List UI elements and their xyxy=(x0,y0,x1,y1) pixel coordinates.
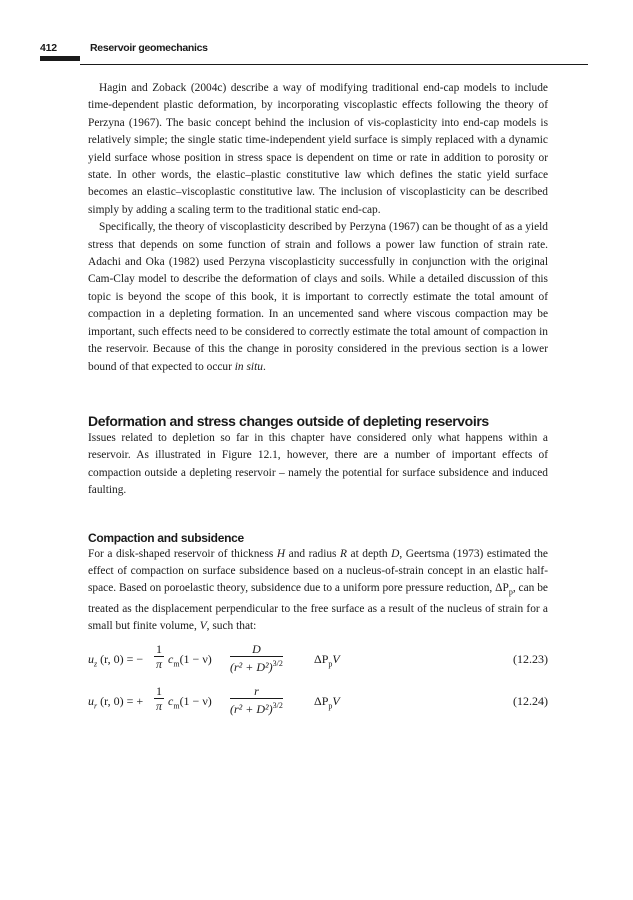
geertsma-text-d: , Geertsma (1973) estimated the effect of compaction on surface subsidence based on a nucleus-of-strain concept in an elastic half-space. Based on poroelastic theory, subsidence due to a uniform pore pressure reduction, ΔP xyxy=(88,547,548,595)
eq1-frac2-den: (r² + D²) xyxy=(230,659,273,674)
geertsma-text-c: at depth xyxy=(347,547,392,560)
eq2-u: u xyxy=(88,693,94,708)
eq2-c: c xyxy=(168,693,174,708)
eq1-frac2-num: D xyxy=(230,642,283,657)
eq2-c-sub: m xyxy=(173,701,180,711)
subsection-heading: Compaction and subsidence xyxy=(88,530,244,545)
eq1-u-sub: z xyxy=(94,659,98,669)
eq1-c-sub: m xyxy=(173,659,180,669)
geertsma-text-a: For a disk-shaped reservoir of thickness xyxy=(88,547,277,560)
eq2-frac-main xyxy=(230,684,283,716)
eq2-u-sub: r xyxy=(94,701,98,711)
eq1-c: c xyxy=(168,651,174,666)
eq1-frac1-num: 1 xyxy=(156,641,162,656)
geertsma-text-e: , can be treated as the displacement perpendicular to the free surface as a result of the nucleus of strain for a small but finite volume, xyxy=(88,582,548,633)
symbol-R: R xyxy=(340,547,347,560)
paragraph-depletion-issues: Issues related to depletion so far in this chapter have considered only what happens within a reservoir. As illustrated in Figure 12.1, however, there are a number of important effects of compaction outside a depleting reservoir – namely the potential for surface subsidence and induced faulting. xyxy=(88,431,548,497)
page-body xyxy=(88,80,548,720)
eq1-args: (r, 0) = − xyxy=(97,651,144,666)
header-rule xyxy=(80,64,588,65)
header-bar xyxy=(40,56,80,61)
symbol-H: H xyxy=(276,547,286,560)
eq1-dp: ΔP xyxy=(314,651,329,666)
eq2-lhs xyxy=(88,694,143,710)
page-header xyxy=(40,42,550,64)
running-title: Reservoir geomechanics xyxy=(90,42,208,54)
eq1-u: u xyxy=(88,651,94,666)
eq2-frac-one-over-pi xyxy=(154,684,164,713)
page-number: 412 xyxy=(40,42,57,54)
symbol-D: D xyxy=(391,547,400,560)
equation-number-12-24: (12.24) xyxy=(513,693,548,708)
in-situ-italic: in situ xyxy=(234,360,263,373)
eq2-dp: ΔP xyxy=(314,693,329,708)
eq1-frac2-den-wrap xyxy=(230,657,283,674)
eq1-v: V xyxy=(332,651,340,666)
eq2-dp-sub: p xyxy=(328,701,333,711)
section-heading: Deformation and stress changes outside of depleting reservoirs xyxy=(88,412,489,429)
eq1-mid xyxy=(168,652,212,668)
eq2-paren: (1 − ν) xyxy=(179,693,212,708)
eq2-frac2-den: (r² + D²) xyxy=(230,701,273,716)
eq1-dp-sub: p xyxy=(328,659,333,669)
symbol-p-sub: p xyxy=(508,587,513,597)
paragraph-perzyna-text: Specifically, the theory of viscoplasticity described by Perzyna (1967) can be thought of as a yield stress that depends on some function of strain and follows a power law function of strain rate. Adachi and Oka (1982) used Perzyna viscoplasticity successfully in conjunction with the original Cam-Clay model to describe the deformation of clays and soils. While a detailed discussion of this topic is beyond the scope of this book, it is important to correctly estimate the total amount of compaction in a depleting formation. In an uncemented sand where viscous compaction may be important, such effects need to be considered to correctly estimate the total amount of compaction in the reservoir. Because of this the change in porosity considered in the previous section is a lower bound of that expected to occur xyxy=(88,221,548,373)
eq2-mid xyxy=(168,694,212,710)
geertsma-text-f: , such that: xyxy=(206,620,257,633)
equation-12-24 xyxy=(88,684,548,720)
eq1-frac-main xyxy=(230,642,283,674)
geertsma-text-b: and radius xyxy=(285,547,341,560)
paragraph-viscoplastic-intro: Hagin and Zoback (2004c) describe a way of modifying traditional end-cap models to include time-dependent plastic deformation, by incorporating viscoplastic effects following the theory of Perzyna (1967). The basic concept behind the inclusion of vis-coplasticity into end-cap models is relatively simple; the single static time-independent yield surface is simply replaced with a dynamic yield surface whose position in stress space is dependent on time or rate in addition to porosity or state. In other words, the elastic–plastic constitutive law which defines the static yield surface becomes an elastic–viscoplastic constitutive law. The inclusion of viscoplasticity can be described simply by adding a scaling term to the traditional static end-cap. xyxy=(88,82,548,216)
eq2-tail xyxy=(314,694,340,710)
eq1-tail xyxy=(314,652,340,668)
equation-number-12-23: (12.23) xyxy=(513,651,548,666)
eq2-frac1-den: π xyxy=(155,698,162,713)
eq1-paren: (1 − ν) xyxy=(179,651,212,666)
eq2-args: (r, 0) = + xyxy=(97,693,144,708)
paragraph-perzyna-theory xyxy=(88,219,548,376)
eq2-frac1-num: 1 xyxy=(156,683,162,698)
eq2-frac2-den-sup: 3/2 xyxy=(272,700,283,710)
eq1-frac2-den-sup: 3/2 xyxy=(272,658,283,668)
eq2-frac2-num: r xyxy=(230,684,283,699)
eq1-frac-one-over-pi xyxy=(154,642,164,671)
eq1-frac1-den: π xyxy=(155,656,162,671)
eq1-lhs xyxy=(88,652,143,668)
eq2-frac2-den-wrap xyxy=(230,699,283,716)
equation-12-23 xyxy=(88,642,548,678)
paragraph-geertsma xyxy=(88,546,548,636)
eq2-v: V xyxy=(332,693,340,708)
paragraph-perzyna-end: . xyxy=(262,360,266,373)
symbol-V: V xyxy=(199,620,207,633)
